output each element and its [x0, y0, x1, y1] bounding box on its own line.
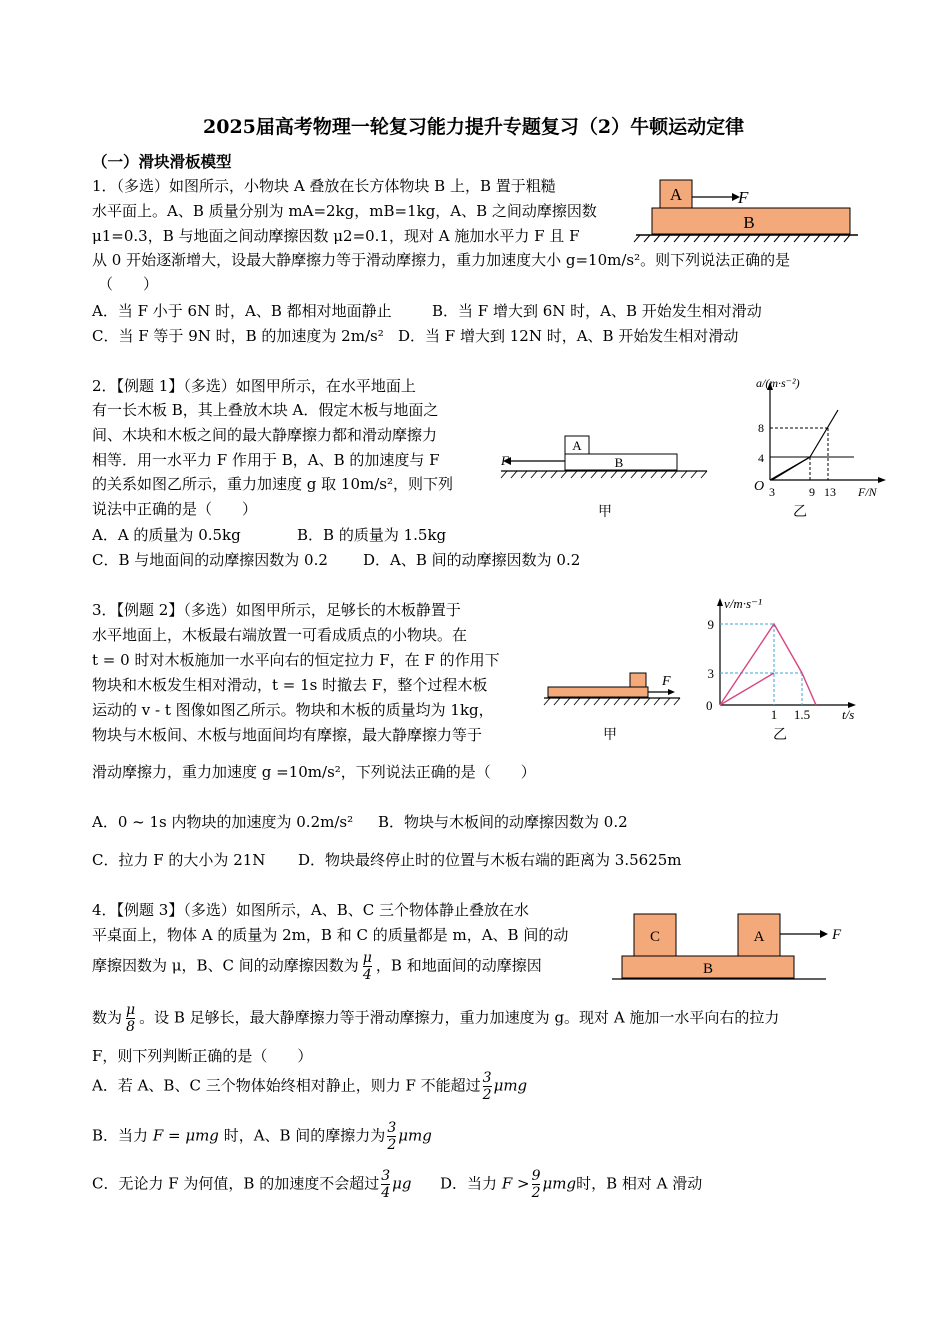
- q3-option-a: A．0 ~ 1s 内物块的加速度为 0.2m/s²: [92, 813, 354, 831]
- svg-text:3: 3: [769, 485, 775, 499]
- ground-hatching: [634, 235, 850, 242]
- q3-line5: 运动的 v - t 图像如图乙所示。物块和木板的质量均为 1kg，: [92, 701, 494, 719]
- svg-text:a/(m·s⁻²): a/(m·s⁻²): [756, 376, 800, 390]
- q3-option-c: C．拉力 F 的大小为 21N: [92, 851, 266, 869]
- svg-text:F/N: F/N: [858, 485, 877, 499]
- q3-line3: t = 0 时对木板施加一水平向右的恒定拉力 F，在 F 的作用下: [92, 651, 500, 669]
- svg-text:v/m·s⁻¹: v/m·s⁻¹: [724, 596, 762, 611]
- svg-text:乙: 乙: [793, 505, 807, 520]
- svg-text:C: C: [649, 929, 661, 945]
- label-b: B: [743, 213, 755, 232]
- q1-option-b: B．当 F 增大到 6N 时，A、B 开始发生相对滑动: [432, 302, 762, 320]
- svg-text:1.5: 1.5: [793, 707, 811, 722]
- q1-line4: 从 0 开始逐渐增大，设最大静摩擦力等于滑动摩擦力，重力加速度大小 g=10m/s²。则下列说法正确的是: [92, 251, 791, 269]
- page-title: 2025届高考物理一轮复习能力提升专题复习（2）牛顿运动定律: [203, 116, 745, 138]
- block-vt-line: [720, 673, 774, 705]
- svg-text:13: 13: [824, 485, 836, 499]
- q3-option-d: D．物块最终停止时的位置与木板右端的距离为 3.5625m: [298, 851, 682, 869]
- q2-line5: 的关系如图乙所示，重力加速度 g 取 10m/s²，则下列: [92, 475, 453, 493]
- svg-text:0: 0: [706, 698, 713, 713]
- svg-text:8: 8: [758, 421, 764, 435]
- q4-option-b: B．当力 F = μmg 时，A、B 间的摩擦力为 $\frac{3}{2}$ μmg: [92, 1120, 432, 1153]
- q4-figure: [612, 908, 852, 988]
- svg-text:1: 1: [770, 707, 778, 722]
- q2-line3: 间、木块和木板之间的最大静摩擦力都和滑动摩擦力: [92, 426, 438, 444]
- q3-line7: 滑动摩擦力，重力加速度 g =10m/s²，下列说法正确的是（ ）: [92, 763, 536, 781]
- q3-option-b: B．物块与木板间的动摩擦因数为 0.2: [378, 813, 628, 831]
- board-vt-line: [720, 624, 816, 705]
- q2-graph: [728, 372, 898, 522]
- svg-text:4: 4: [758, 451, 764, 465]
- q2-option-d: D．A、B 间的动摩擦因数为 0.2: [363, 551, 581, 569]
- q4-option-a: A．若 A、B、C 三个物体始终相对静止，则力 F 不能超过 $\frac{3}{2}$ μmg: [92, 1070, 528, 1103]
- q2-option-c: C．B 与地面间的动摩擦因数为 0.2: [92, 551, 328, 569]
- q4-line4: 数为 $\frac{\mu}{8}$ 。设 B 足够长，最大静摩擦力等于滑动摩擦力，重力加速度为 g。现对 A 施加一水平向右的拉力: [92, 1002, 780, 1035]
- q4-option-d: D．当力 F > $\frac{9}{2}$ μmg时，B 相对 A 滑动: [440, 1168, 703, 1201]
- svg-text:3: 3: [707, 666, 714, 681]
- svg-text:A: A: [753, 929, 765, 945]
- q4-line1: 4．【例题 3】（多选）如图所示，A、B、C 三个物体静止叠放在水: [92, 901, 529, 919]
- svg-text:t/s: t/s: [842, 707, 855, 722]
- q3-line2: 水平地面上，木板最右端放置一可看成质点的小物块。在: [92, 626, 468, 644]
- q3-line6: 物块与木板间、木板与地面间均有摩擦，最大静摩擦力等于: [92, 726, 483, 744]
- q3-graph: [698, 592, 873, 747]
- q2-line1: 2．【例题 1】（多选）如图甲所示，在水平地面上: [92, 377, 416, 395]
- q2-line2: 有一长木板 B，其上叠放木块 A．假定木板与地面之: [92, 401, 439, 419]
- q2-line4: 相等．用一水平力 F 作用于 B，A、B 的加速度与 F: [92, 451, 440, 469]
- svg-text:F: F: [662, 674, 671, 689]
- svg-text:B: B: [614, 455, 624, 470]
- svg-text:9: 9: [707, 617, 714, 632]
- q1-option-c: C．当 F 等于 9N 时，B 的加速度为 2m/s²: [92, 327, 384, 345]
- q3-line4: 物块和木板发生相对滑动，t = 1s 时撤去 F，整个过程木板: [92, 676, 488, 694]
- q4-line2: 平桌面上，物体 A 的质量为 2m，B 和 C 的质量都是 m，A、B 间的动: [92, 926, 569, 944]
- q2-option-b: B．B 的质量为 1.5kg: [297, 526, 447, 544]
- q1-line3: μ1=0.3，B 与地面之间动摩擦因数 μ2=0.1，现对 A 施加水平力 F 且 F: [92, 227, 580, 245]
- q1-line5: （ ）: [98, 275, 159, 293]
- svg-text:乙: 乙: [773, 728, 787, 743]
- svg-text:甲: 甲: [598, 505, 612, 520]
- label-f: F: [738, 188, 749, 207]
- q3-line1: 3．【例题 2】（多选）如图甲所示，足够长的木板静置于: [92, 601, 461, 619]
- q4-line5: F，则下列判断正确的是（ ）: [92, 1047, 313, 1065]
- q3-figure-left: [540, 665, 690, 745]
- svg-text:B: B: [702, 961, 714, 977]
- svg-text:F: F: [832, 927, 842, 943]
- svg-text:9: 9: [809, 485, 815, 499]
- svg-text:A: A: [572, 438, 582, 453]
- q2-line6: 说法中正确的是（ ）: [92, 500, 258, 518]
- q4-line3: 摩擦因数为 μ，B、C 间的动摩擦因数为 $\frac{\mu}{4}$ ，B 和地面间的动摩擦因: [92, 950, 542, 983]
- section-heading: （一）滑块滑板模型: [92, 152, 232, 171]
- label-a: A: [669, 185, 683, 204]
- q1-line1: 1．（多选）如图所示，小物块 A 叠放在长方体物块 B 上，B 置于粗糙: [92, 177, 556, 195]
- q4-option-c: C．无论力 F 为何值，B 的加速度不会超过 $\frac{3}{4}$ μg: [92, 1168, 412, 1201]
- svg-text:O: O: [754, 479, 765, 494]
- q1-option-d: D．当 F 增大到 12N 时，A、B 开始发生相对滑动: [398, 327, 739, 345]
- q1-line2: 水平面上。A、B 质量分别为 mA=2kg，mB=1kg，A、B 之间动摩擦因数: [92, 202, 597, 220]
- q1-option-a: A．当 F 小于 6N 时，A、B 都相对地面静止: [92, 302, 392, 320]
- svg-text:F: F: [501, 453, 509, 468]
- q2-figure-left: [495, 430, 715, 525]
- svg-text:甲: 甲: [603, 728, 617, 743]
- q2-option-a: A．A 的质量为 0.5kg: [92, 526, 241, 544]
- q1-figure: [630, 175, 865, 245]
